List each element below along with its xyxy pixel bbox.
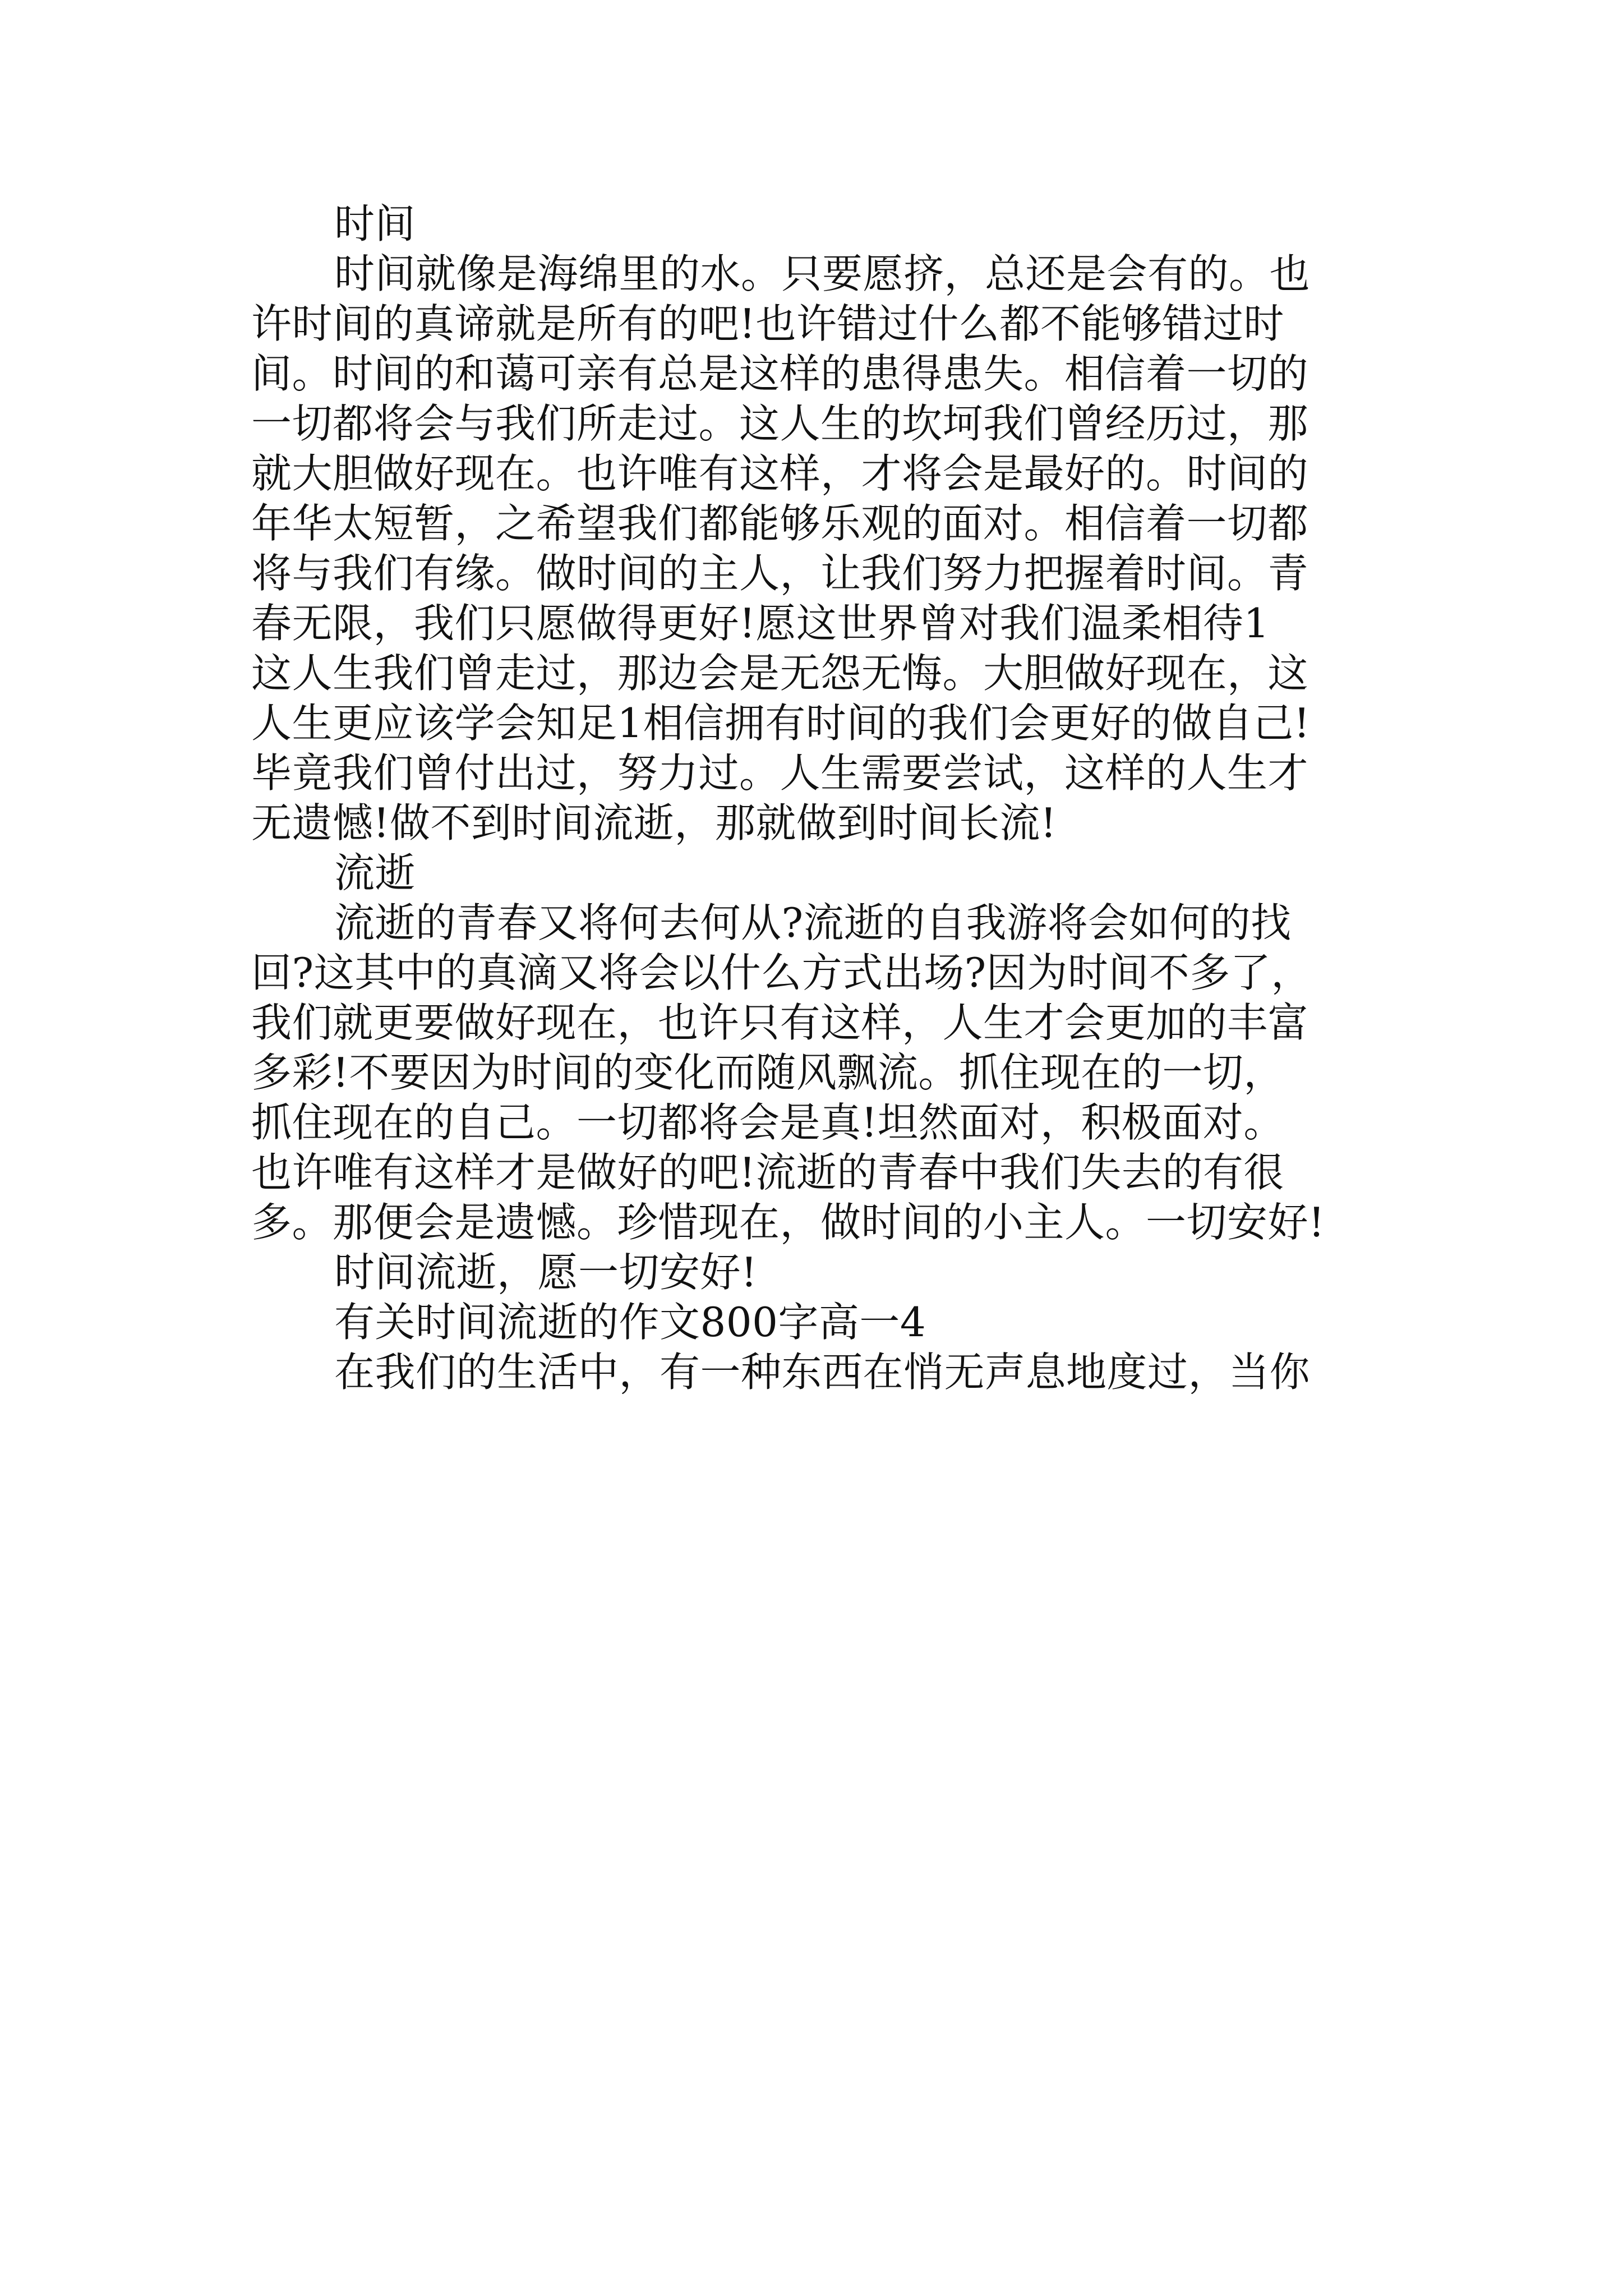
paragraph-line: 这人生我们曾走过，那边会是无怨无悔。大胆做好现在，这 bbox=[251, 650, 1309, 697]
paragraph-line: 回?这其中的真滴又将会以什么方式出场?因为时间不多了， bbox=[251, 949, 1312, 996]
paragraph-line: 无遗憾!做不到时间流逝，那就做到时间长流! bbox=[251, 799, 1057, 846]
paragraph-line: 年华太短暂，之希望我们都能够乐观的面对。相信着一切都 bbox=[251, 500, 1309, 547]
paragraph-line: 多彩!不要因为时间的变化而随风飘流。抓住现在的一切， bbox=[251, 1049, 1284, 1096]
paragraph-line: 将与我们有缘。做时间的主人，让我们努力把握着时间。青 bbox=[251, 550, 1309, 597]
essay-title: 有关时间流逝的作文800字高一4 bbox=[334, 1299, 926, 1346]
paragraph-line: 毕竟我们曾付出过，努力过。人生需要尝试，这样的人生才 bbox=[251, 749, 1309, 797]
paragraph-line: 流逝的青春又将何去何从?流逝的自我游将会如何的找 bbox=[334, 899, 1292, 946]
paragraph-line: 春无限，我们只愿做得更好!愿这世界曾对我们温柔相待1 bbox=[251, 600, 1270, 647]
paragraph-line: 间。时间的和蔼可亲有总是这样的患得患失。相信着一切的 bbox=[251, 350, 1309, 397]
paragraph-line: 多。那便会是遗憾。珍惜现在，做时间的小主人。一切安好! bbox=[251, 1199, 1325, 1246]
paragraph-line: 一切都将会与我们所走过。这人生的坎坷我们曾经历过，那 bbox=[251, 400, 1309, 447]
paragraph-line: 在我们的生活中，有一种东西在悄无声息地度过，当你 bbox=[334, 1349, 1311, 1396]
paragraph-line: 人生更应该学会知足1相信拥有时间的我们会更好的做自己! bbox=[251, 700, 1311, 747]
paragraph-line: 就大胆做好现在。也许唯有这样，才将会是最好的。时间的 bbox=[251, 450, 1309, 497]
paragraph-line: 许时间的真谛就是所有的吧!也许错过什么都不能够错过时 bbox=[251, 300, 1284, 347]
paragraph-line: 我们就更要做好现在，也许只有这样，人生才会更加的丰富 bbox=[251, 999, 1309, 1046]
paragraph-line: 时间就像是海绵里的水。只要愿挤，总还是会有的。也 bbox=[334, 250, 1311, 297]
closing-line: 时间流逝，愿一切安好! bbox=[334, 1249, 758, 1296]
section-title-time: 时间 bbox=[334, 200, 416, 247]
document-body bbox=[251, 199, 1395, 1397]
section-title-passing: 流逝 bbox=[334, 849, 416, 896]
paragraph-line: 也许唯有这样才是做好的吧!流逝的青春中我们失去的有很 bbox=[251, 1149, 1284, 1196]
paragraph-line: 抓住现在的自己。一切都将会是真!坦然面对，积极面对。 bbox=[251, 1099, 1284, 1146]
